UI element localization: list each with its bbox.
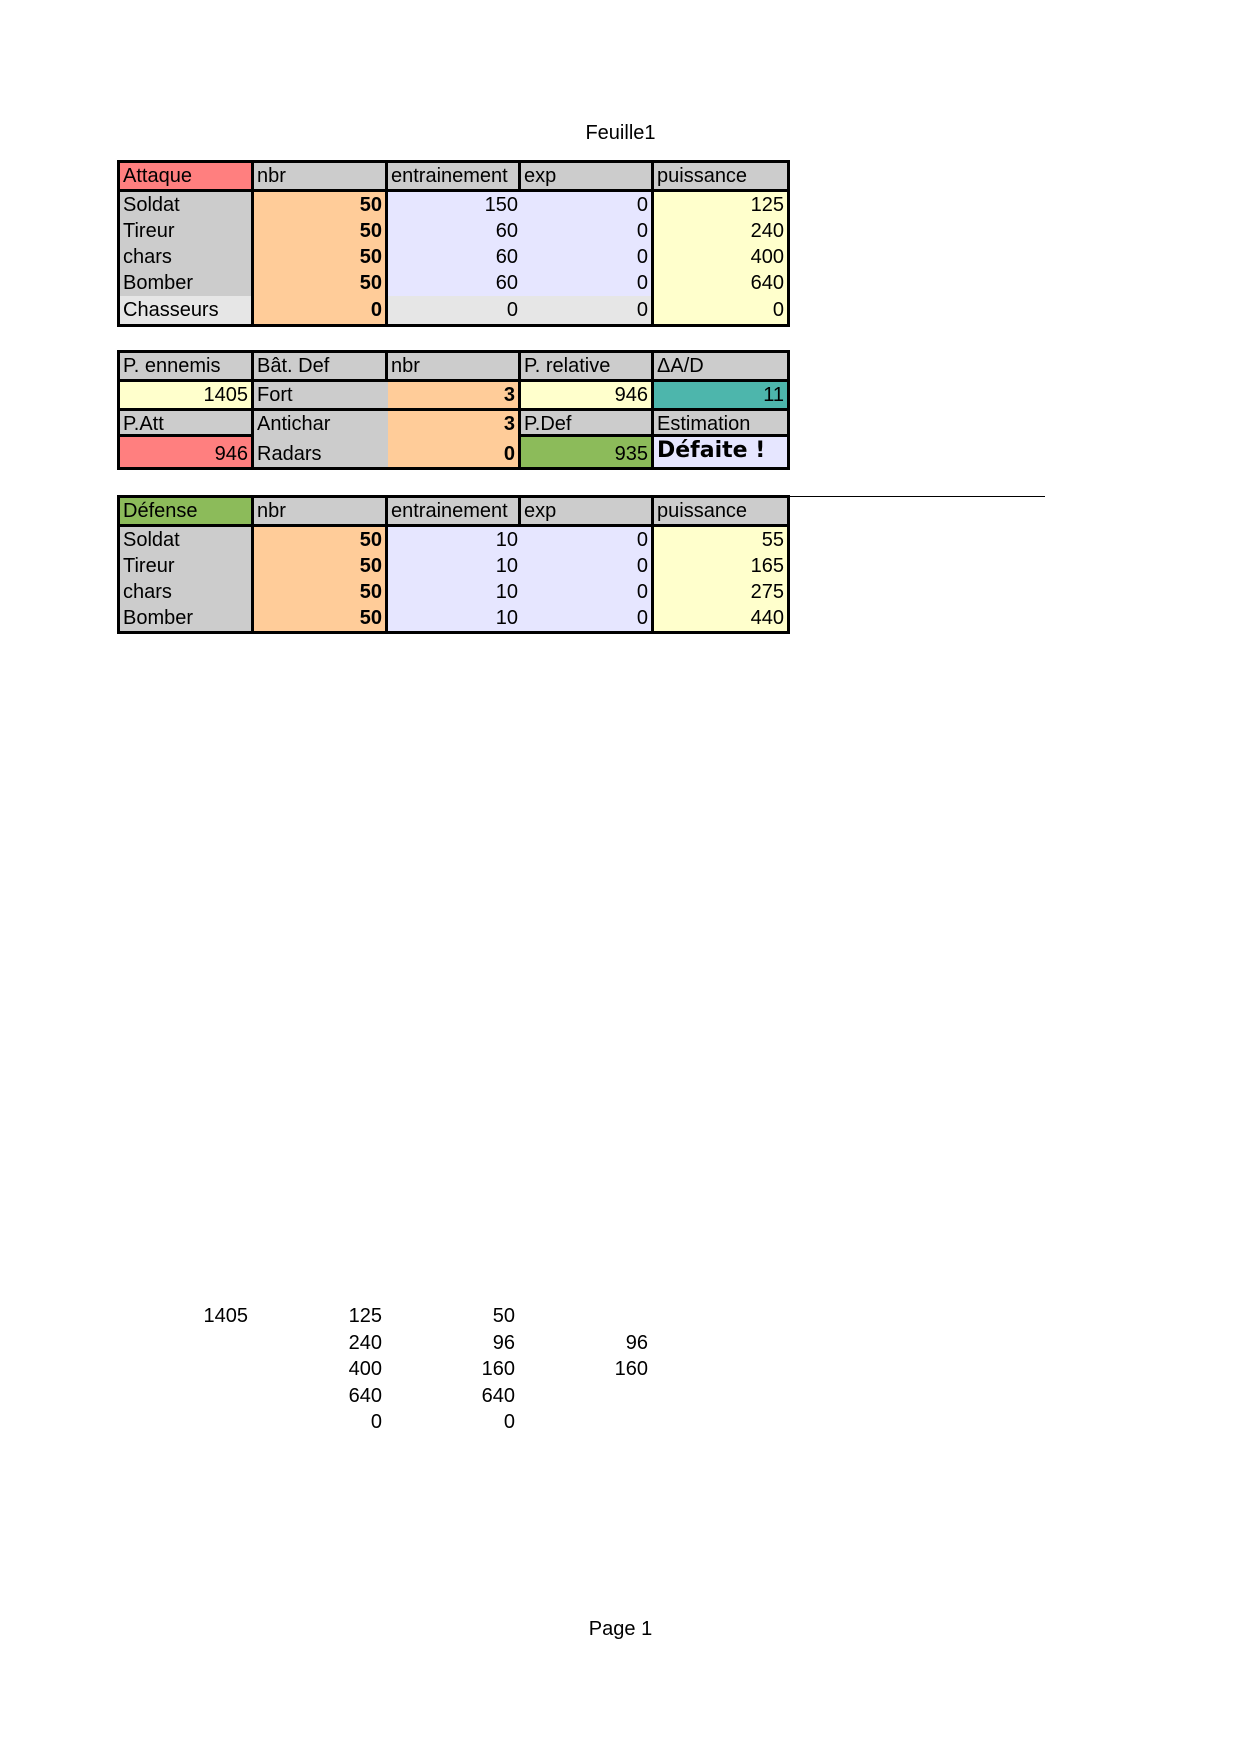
unit-name[interactable]: Tireur bbox=[120, 218, 254, 244]
extra-cell[interactable]: 160 bbox=[614, 1358, 648, 1380]
summary-row-1 bbox=[120, 382, 787, 408]
unit-exp[interactable]: 0 bbox=[521, 192, 654, 218]
unit-name[interactable]: Soldat bbox=[120, 192, 254, 218]
unit-training[interactable]: 60 bbox=[388, 218, 521, 244]
table-row bbox=[120, 553, 787, 579]
table-row bbox=[120, 192, 787, 218]
unit-power[interactable]: 440 bbox=[654, 605, 787, 631]
extra-cell[interactable]: 96 bbox=[492, 1332, 515, 1354]
header-entrainement[interactable]: entrainement bbox=[388, 498, 521, 527]
radars-count[interactable]: 0 bbox=[388, 437, 521, 467]
summary-table bbox=[117, 350, 790, 470]
header-puissance[interactable]: puissance bbox=[654, 163, 787, 192]
table-row bbox=[120, 244, 787, 270]
unit-exp[interactable]: 0 bbox=[521, 218, 654, 244]
fort-count[interactable]: 3 bbox=[388, 382, 521, 408]
p-ennemis-value[interactable]: 1405 bbox=[120, 382, 254, 408]
unit-exp[interactable]: 0 bbox=[521, 244, 654, 270]
table-row bbox=[120, 527, 787, 553]
unit-training[interactable]: 10 bbox=[388, 527, 521, 553]
header-exp[interactable]: exp bbox=[521, 163, 654, 192]
unit-count[interactable]: 50 bbox=[254, 244, 388, 270]
extra-cell[interactable]: 0 bbox=[370, 1411, 382, 1433]
extra-cell[interactable]: 96 bbox=[625, 1332, 648, 1354]
unit-exp[interactable]: 0 bbox=[521, 270, 654, 296]
page-footer: Page 1 bbox=[588, 1618, 653, 1640]
header-exp[interactable]: exp bbox=[521, 498, 654, 527]
antichar-count[interactable]: 3 bbox=[388, 408, 521, 437]
extra-cell[interactable]: 400 bbox=[348, 1358, 382, 1380]
unit-power[interactable]: 0 bbox=[654, 296, 787, 324]
divider-line bbox=[785, 496, 1045, 497]
attack-header-row bbox=[120, 163, 787, 192]
extra-cell[interactable]: 160 bbox=[481, 1358, 515, 1380]
unit-count[interactable]: 50 bbox=[254, 605, 388, 631]
estimation-result[interactable]: Défaite ! bbox=[654, 437, 787, 467]
p-att-label[interactable]: P.Att bbox=[120, 408, 254, 437]
table-row bbox=[120, 218, 787, 244]
extra-cell[interactable]: 640 bbox=[348, 1385, 382, 1407]
summary-header-row bbox=[120, 353, 787, 382]
attack-table bbox=[117, 160, 790, 327]
delta-ad-value[interactable]: 11 bbox=[654, 382, 787, 408]
defense-table bbox=[117, 495, 790, 634]
unit-power[interactable]: 240 bbox=[654, 218, 787, 244]
sheet-title: Feuille1 bbox=[585, 122, 656, 144]
header-nbr[interactable]: nbr bbox=[388, 353, 521, 382]
unit-exp[interactable]: 0 bbox=[521, 296, 654, 324]
header-p-ennemis[interactable]: P. ennemis bbox=[120, 353, 254, 382]
unit-power[interactable]: 400 bbox=[654, 244, 787, 270]
summary-row-3 bbox=[120, 437, 787, 467]
table-row bbox=[120, 270, 787, 296]
unit-exp[interactable]: 0 bbox=[521, 579, 654, 605]
unit-training[interactable]: 60 bbox=[388, 244, 521, 270]
header-puissance[interactable]: puissance bbox=[654, 498, 787, 527]
unit-name[interactable]: Chasseurs bbox=[120, 296, 254, 324]
summary-row-2 bbox=[120, 408, 787, 437]
extra-cell[interactable]: 240 bbox=[348, 1332, 382, 1354]
p-relative-value[interactable]: 946 bbox=[521, 382, 654, 408]
header-bat-def[interactable]: Bât. Def bbox=[254, 353, 388, 382]
p-att-value[interactable]: 946 bbox=[120, 437, 254, 467]
extra-cell[interactable]: 125 bbox=[348, 1305, 382, 1327]
header-p-relative[interactable]: P. relative bbox=[521, 353, 654, 382]
unit-name[interactable]: Tireur bbox=[120, 553, 254, 579]
unit-power[interactable]: 275 bbox=[654, 579, 787, 605]
unit-count[interactable]: 0 bbox=[254, 296, 388, 324]
extra-cell[interactable]: 0 bbox=[503, 1411, 515, 1433]
extra-cell[interactable]: 640 bbox=[481, 1385, 515, 1407]
unit-power[interactable]: 640 bbox=[654, 270, 787, 296]
p-def-value[interactable]: 935 bbox=[521, 437, 654, 467]
header-nbr[interactable]: nbr bbox=[254, 163, 388, 192]
header-nbr[interactable]: nbr bbox=[254, 498, 388, 527]
unit-training[interactable]: 10 bbox=[388, 605, 521, 631]
unit-name[interactable]: chars bbox=[120, 579, 254, 605]
building-antichar[interactable]: Antichar bbox=[254, 408, 388, 437]
unit-exp[interactable]: 0 bbox=[521, 605, 654, 631]
unit-training[interactable]: 10 bbox=[388, 553, 521, 579]
table-row bbox=[120, 579, 787, 605]
extra-cell[interactable]: 1405 bbox=[203, 1305, 248, 1327]
unit-count[interactable]: 50 bbox=[254, 579, 388, 605]
defense-header-label[interactable]: Défense bbox=[120, 498, 254, 527]
unit-name[interactable]: Soldat bbox=[120, 527, 254, 553]
unit-training[interactable]: 0 bbox=[388, 296, 521, 324]
unit-count[interactable]: 50 bbox=[254, 192, 388, 218]
unit-power[interactable]: 125 bbox=[654, 192, 787, 218]
table-row bbox=[120, 605, 787, 631]
unit-count[interactable]: 50 bbox=[254, 553, 388, 579]
extra-cell[interactable]: 50 bbox=[492, 1305, 515, 1327]
building-fort[interactable]: Fort bbox=[254, 382, 388, 408]
unit-count[interactable]: 50 bbox=[254, 270, 388, 296]
p-def-label[interactable]: P.Def bbox=[521, 408, 654, 437]
unit-training[interactable]: 150 bbox=[388, 192, 521, 218]
building-radars[interactable]: Radars bbox=[254, 437, 388, 467]
table-row bbox=[120, 296, 787, 324]
unit-name[interactable]: Bomber bbox=[120, 270, 254, 296]
estimation-label[interactable]: Estimation bbox=[654, 408, 787, 437]
header-delta-ad[interactable]: ΔA/D bbox=[654, 353, 787, 382]
unit-name[interactable]: Bomber bbox=[120, 605, 254, 631]
unit-count[interactable]: 50 bbox=[254, 218, 388, 244]
attack-header-label[interactable]: Attaque bbox=[120, 163, 254, 192]
unit-name[interactable]: chars bbox=[120, 244, 254, 270]
unit-exp[interactable]: 0 bbox=[521, 553, 654, 579]
unit-training[interactable]: 10 bbox=[388, 579, 521, 605]
unit-exp[interactable]: 0 bbox=[521, 527, 654, 553]
unit-power[interactable]: 55 bbox=[654, 527, 787, 553]
header-entrainement[interactable]: entrainement bbox=[388, 163, 521, 192]
unit-power[interactable]: 165 bbox=[654, 553, 787, 579]
unit-training[interactable]: 60 bbox=[388, 270, 521, 296]
unit-count[interactable]: 50 bbox=[254, 527, 388, 553]
defense-header-row bbox=[120, 498, 787, 527]
